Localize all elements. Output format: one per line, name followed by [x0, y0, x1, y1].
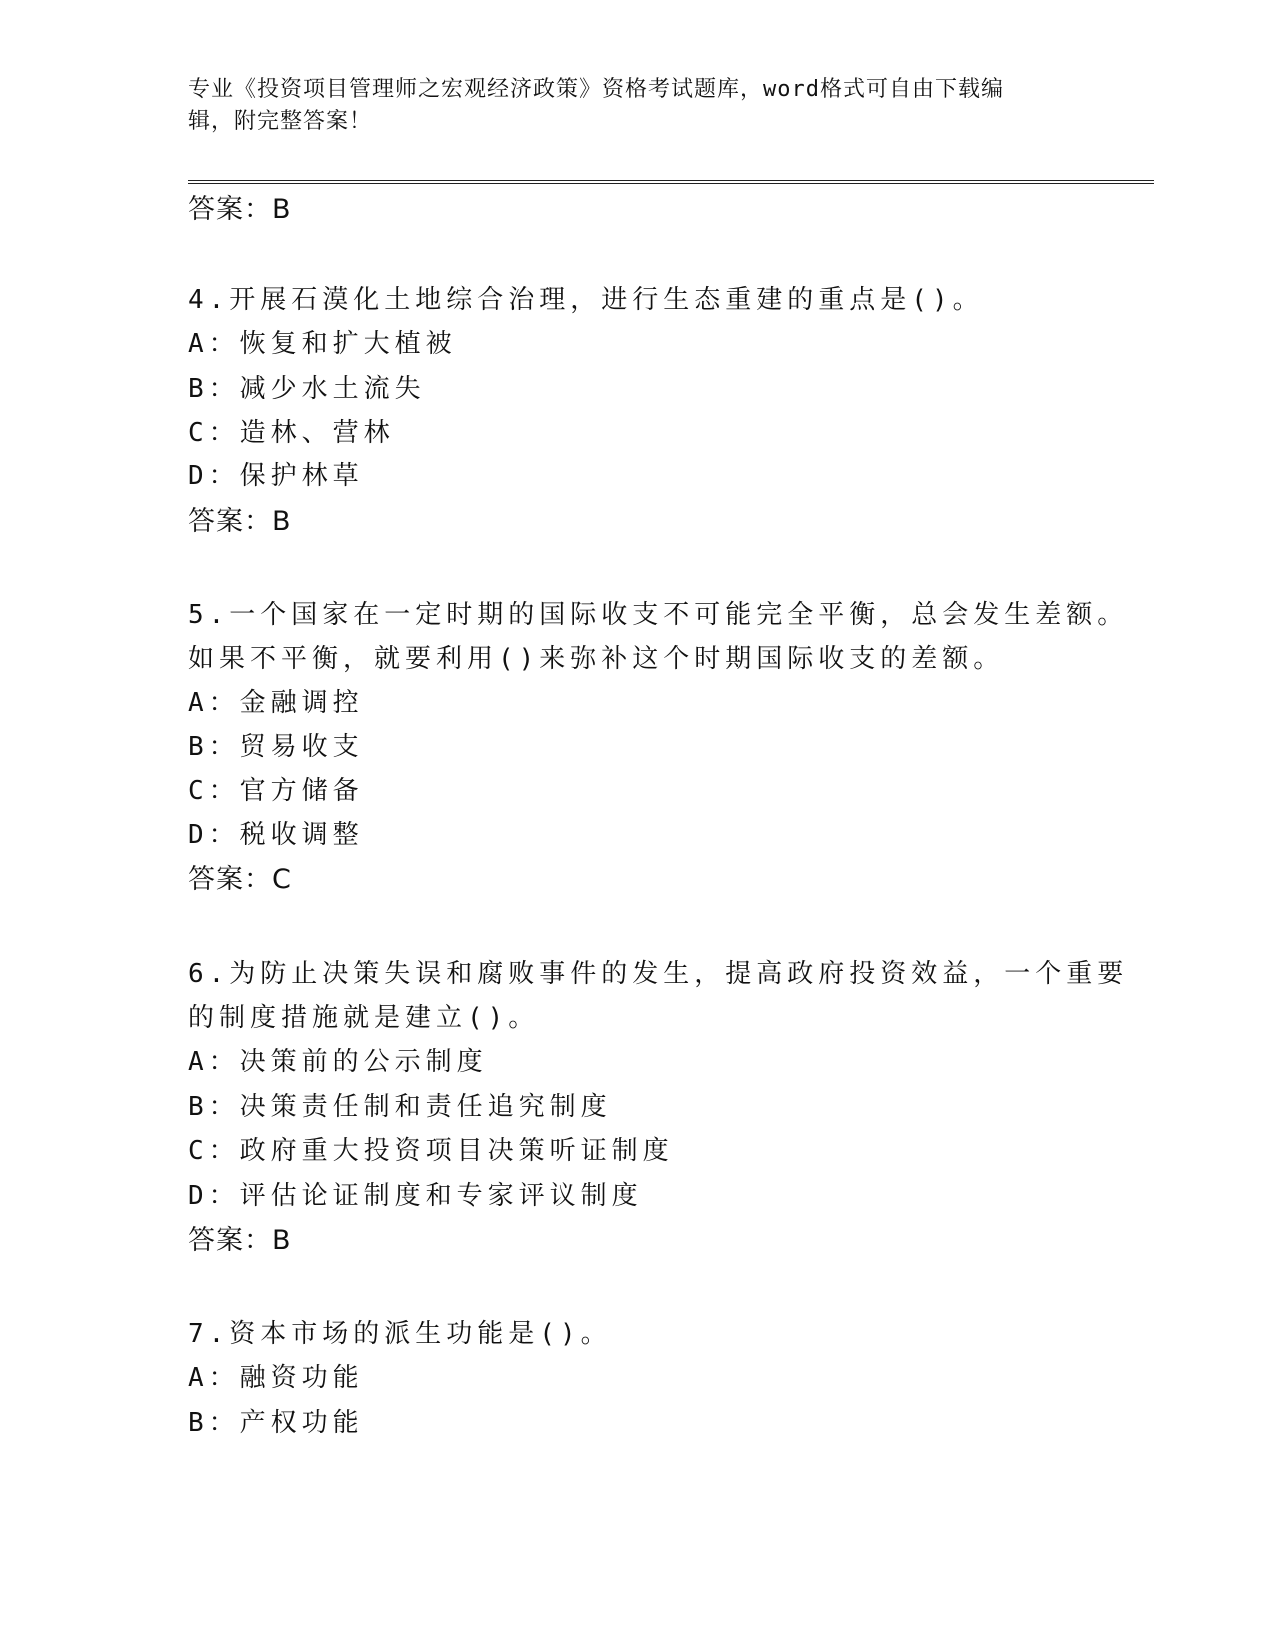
answer-label: 答案：B	[188, 194, 292, 225]
option-a: A：融资功能	[188, 1363, 364, 1393]
option-a: A：决策前的公示制度	[188, 1047, 488, 1077]
header-divider-bottom	[188, 183, 1154, 184]
question-stem-continued: 如果不平衡，就要利用()来弥补这个时期国际收支的差额。	[188, 644, 1005, 674]
header-divider-top	[188, 180, 1154, 181]
option-c: C：政府重大投资项目决策听证制度	[188, 1136, 674, 1166]
answer-label: 答案：B	[188, 506, 292, 537]
answer-label: 答案：C	[188, 864, 292, 895]
answer-label: 答案：B	[188, 1225, 292, 1256]
question-stem: 5.一个国家在一定时期的国际收支不可能完全平衡，总会发生差额。	[188, 600, 1129, 630]
question-stem: 7.资本市场的派生功能是()。	[188, 1319, 612, 1349]
option-a: A：金融调控	[188, 688, 364, 718]
option-d: D：评估论证制度和专家评议制度	[188, 1181, 643, 1211]
option-c: C：官方储备	[188, 776, 364, 806]
option-b: B：减少水土流失	[188, 374, 426, 404]
option-a: A：恢复和扩大植被	[188, 329, 457, 359]
header-line-2: 辑，附完整答案！	[188, 109, 373, 134]
question-stem: 6.为防止决策失误和腐败事件的发生，提高政府投资效益，一个重要	[188, 959, 1129, 989]
option-b: B：贸易收支	[188, 732, 364, 762]
question-stem: 4.开展石漠化土地综合治理，进行生态重建的重点是()。	[188, 285, 984, 315]
document-header	[188, 74, 1068, 138]
option-b: B：决策责任制和责任追究制度	[188, 1092, 612, 1122]
option-d: D：税收调整	[188, 820, 364, 850]
option-d: D：保护林草	[188, 461, 364, 491]
header-line-1: 专业《投资项目管理师之宏观经济政策》资格考试题库，word格式可自由下载编	[188, 77, 1004, 102]
question-stem-continued: 的制度措施就是建立()。	[188, 1003, 540, 1033]
option-b: B：产权功能	[188, 1408, 364, 1438]
option-c: C：造林、营林	[188, 418, 395, 448]
